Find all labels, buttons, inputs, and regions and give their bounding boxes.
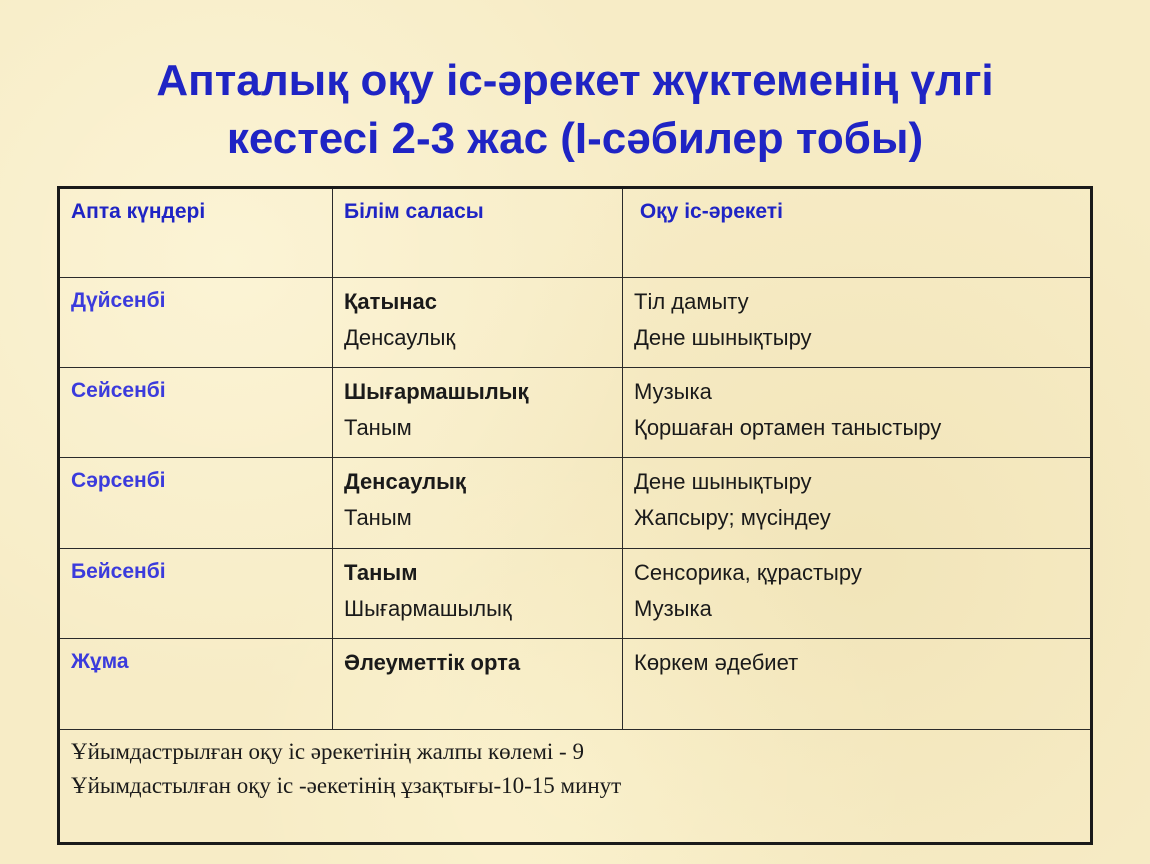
activity-primary: Сенсорика, құрастыру (634, 560, 862, 585)
table-header-row (60, 189, 1090, 278)
activity-primary: Дене шынықтыру (634, 469, 812, 494)
day-name: Бейсенбі (71, 560, 166, 583)
header-days-label: Апта күндері (71, 200, 206, 223)
area-cell (332, 368, 622, 457)
activity-primary: Көркем әдебиет (634, 650, 799, 675)
area-cell (332, 549, 622, 638)
area-cell (332, 278, 622, 367)
area-primary: Әлеуметтік орта (344, 650, 521, 675)
area-primary: Қатынас (344, 289, 437, 314)
area-cell (332, 639, 622, 729)
table-row (60, 549, 1090, 639)
day-cell (60, 458, 332, 548)
slide-title-line-2: кестесі 2-3 жас (І-сәбилер тобы) (226, 114, 924, 163)
activity-cell (622, 458, 1090, 548)
activity-cell (622, 639, 1090, 729)
day-cell (60, 278, 332, 367)
activity-secondary: Дене шынықтыру (634, 325, 812, 350)
slide-title (0, 52, 1150, 168)
area-cell (332, 458, 622, 548)
activity-cell (622, 368, 1090, 457)
day-cell (60, 368, 332, 457)
day-name: Жұма (71, 650, 129, 673)
slide-title-line-1: Апталық оқу іс-әрекет жүктеменің үлгі (156, 56, 994, 105)
area-primary: Таным (344, 560, 418, 585)
table-footer-note (60, 727, 1090, 803)
table-row (60, 278, 1090, 368)
area-secondary: Шығармашылық (344, 596, 512, 621)
header-activity-label: Оқу іс-әрекеті (634, 200, 783, 223)
area-secondary: Денсаулық (344, 325, 456, 350)
day-name: Дүйсенбі (71, 289, 166, 312)
table-row (60, 639, 1090, 730)
activity-secondary: Қоршаған ортамен таныстыру (634, 415, 942, 440)
header-area-label: Білім саласы (344, 200, 484, 223)
area-secondary: Таным (344, 415, 412, 440)
header-cell-area (332, 189, 622, 277)
day-cell (60, 549, 332, 638)
footer-total-volume: Ұйымдастрылған оқу іс әрекетінің жалпы көлемі - 9 (71, 739, 584, 764)
area-primary: Шығармашылық (344, 379, 529, 404)
table-row (60, 368, 1090, 458)
area-secondary: Таным (344, 505, 412, 530)
activity-secondary: Музыка (634, 596, 712, 621)
activity-primary: Музыка (634, 379, 712, 404)
table-row (60, 458, 1090, 549)
day-cell (60, 639, 332, 729)
header-cell-activity (622, 189, 1090, 277)
activity-secondary: Жапсыру; мүсіндеу (634, 505, 831, 530)
activity-cell (622, 278, 1090, 367)
day-name: Сәрсенбі (71, 469, 166, 492)
schedule-table (57, 186, 1093, 845)
area-primary: Денсаулық (344, 469, 466, 494)
footer-duration: Ұйымдастылған оқу іс -әекетінің ұзақтығы-10-15 минут (71, 773, 622, 798)
day-name: Сейсенбі (71, 379, 166, 402)
activity-primary: Тіл дамыту (634, 289, 749, 314)
activity-cell (622, 549, 1090, 638)
header-cell-days (60, 189, 332, 277)
